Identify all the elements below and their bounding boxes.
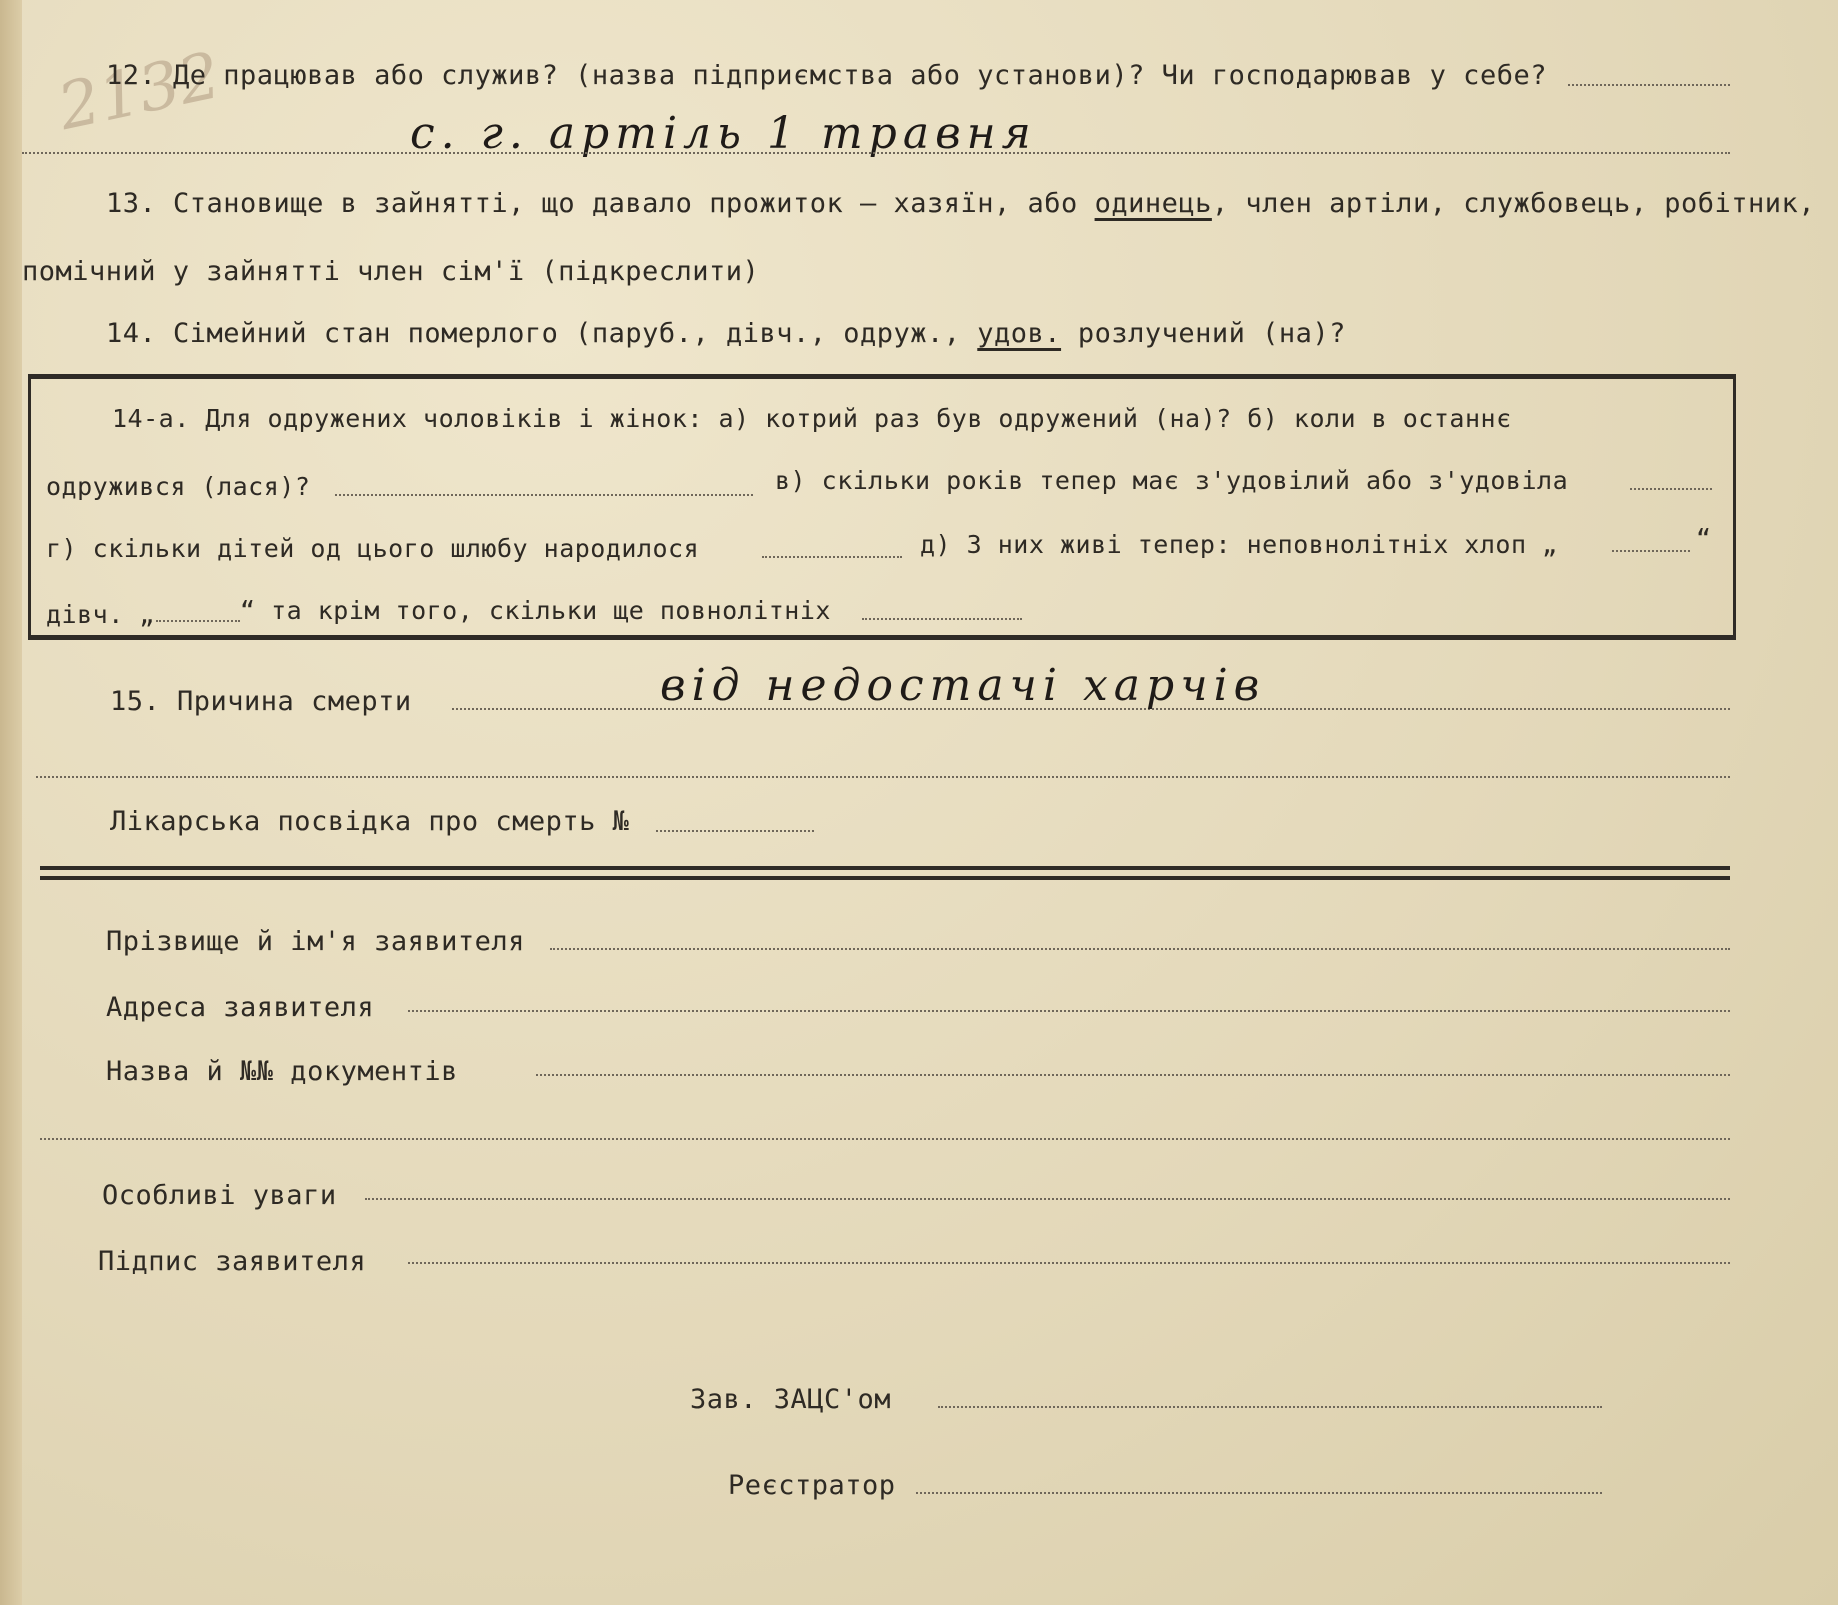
q13-underlined-option: одинець bbox=[1094, 188, 1212, 219]
q15-line2-dots bbox=[36, 776, 1730, 778]
q14a-line2a: одружився (лася)? bbox=[46, 472, 311, 501]
applicant-address-dots bbox=[408, 1010, 1730, 1012]
q13-line2: помічний у зайнятті член сім'ї (підкреслити) bbox=[22, 256, 760, 287]
applicant-signature-label: Підпис заявителя bbox=[98, 1246, 367, 1277]
q14a-line2b: в) скільки років тепер має з'удовілий або з'удовіла bbox=[775, 466, 1569, 495]
applicant-signature-dots bbox=[408, 1262, 1730, 1264]
q15-handwritten-answer: від недостачі харчів bbox=[660, 660, 1266, 711]
applicant-documents-label: Назва й №№ документів bbox=[106, 1056, 458, 1087]
q14a-line3-dots bbox=[762, 556, 902, 558]
applicant-surname-dots bbox=[550, 948, 1730, 950]
double-rule-bottom bbox=[40, 876, 1730, 880]
registrar-label: Реєстратор bbox=[728, 1470, 896, 1501]
q14a-line4b-dots bbox=[862, 618, 1022, 620]
medical-certificate-label: Лікарська посвідка про смерть № bbox=[110, 806, 630, 837]
q12-line2-dots bbox=[22, 152, 1730, 154]
double-rule-top bbox=[40, 866, 1730, 870]
remarks-label: Особливі уваги bbox=[102, 1180, 337, 1211]
q14a-line4-dots bbox=[156, 620, 240, 622]
q12-label: 12. Де працював або служив? (назва підприємства або установи)? Чи господарював у себе? bbox=[106, 60, 1547, 91]
applicant-surname-label: Прізвище й ім'я заявителя bbox=[106, 926, 525, 957]
zags-head-label: Зав. ЗАЦС'ом bbox=[690, 1384, 892, 1415]
archive-number-stamp: 2132 bbox=[52, 38, 227, 146]
applicant-address-label: Адреса заявителя bbox=[106, 992, 375, 1023]
q14a-line3b: д) З них живі тепер: неповнолітніх хлоп „ bbox=[920, 530, 1558, 559]
registrar-dots bbox=[916, 1492, 1602, 1494]
applicant-documents-dots-2 bbox=[40, 1138, 1730, 1140]
q14-underlined-option: удов. bbox=[977, 318, 1062, 349]
medical-certificate-dots bbox=[656, 830, 814, 832]
q14a-line4a: дівч. „ bbox=[46, 600, 155, 629]
q14a-line3c: “ bbox=[1696, 524, 1712, 553]
q14a-line3b-dots bbox=[1612, 550, 1690, 552]
q12-handwritten-answer: с. г. артіль 1 травня bbox=[410, 108, 1037, 159]
zags-head-dots bbox=[938, 1406, 1602, 1408]
q14a-line3a: г) скільки дітей од цього шлюбу народилося bbox=[46, 534, 700, 563]
q14-line: 14. Сімейний стан померлого (паруб., дівч., одруж., удов. розлучений (на)? bbox=[106, 318, 1346, 349]
q14a-line2b-dots bbox=[1630, 488, 1712, 490]
remarks-dots bbox=[365, 1198, 1730, 1200]
page-left-edge bbox=[0, 0, 22, 1605]
q13-line1: 13. Становище в зайнятті, що давало прожиток — хазяїн, або одинець, член артіли, службовець, робітник, bbox=[106, 188, 1816, 219]
q15-label: 15. Причина смерти bbox=[110, 686, 412, 717]
q14a-line2-dots bbox=[335, 494, 753, 496]
q14a-line4b: “ та крім того, скільки ще повнолітніх bbox=[240, 596, 831, 625]
applicant-documents-dots bbox=[536, 1074, 1730, 1076]
q12-line1-dots bbox=[1568, 84, 1730, 86]
q14a-line1: 14-а. Для одружених чоловіків і жінок: а) котрий раз був одружений (на)? б) коли в останнє bbox=[112, 404, 1512, 433]
